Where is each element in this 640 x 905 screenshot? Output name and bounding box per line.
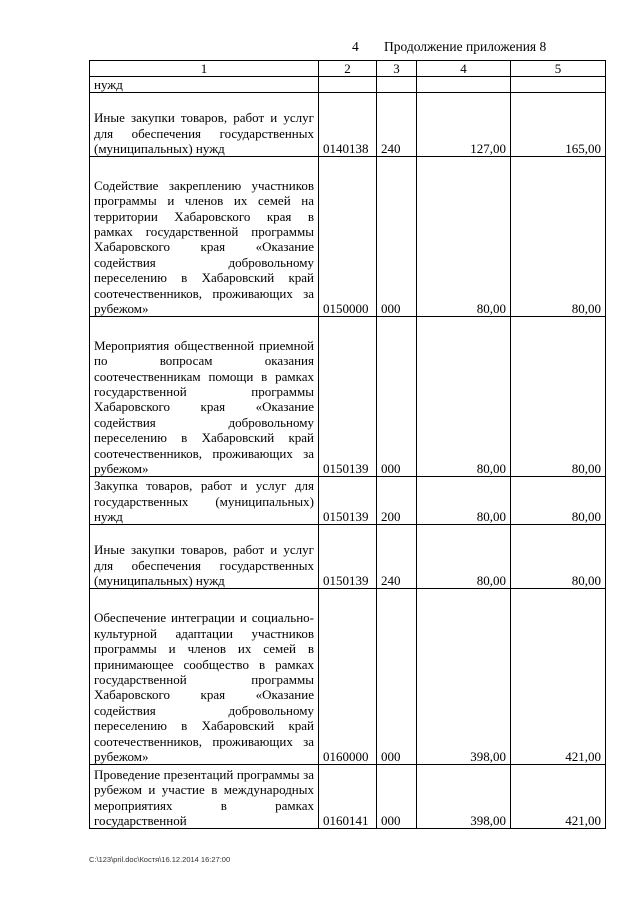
row-type: 240 xyxy=(377,93,417,157)
table-row xyxy=(90,589,606,765)
row-value-5: 421,00 xyxy=(511,589,606,765)
row-name: Иные закупки товаров, работ и услуг для обеспечения государственных (муниципальных) нужд xyxy=(90,93,319,157)
table-row xyxy=(90,765,606,829)
table-row xyxy=(90,157,606,317)
row-code: 0150000 xyxy=(319,157,377,317)
column-header: 1 xyxy=(90,61,319,77)
row-name: Иные закупки товаров, работ и услуг для обеспечения государственных (муниципальных) нужд xyxy=(90,525,319,589)
row-value-5 xyxy=(511,77,606,93)
table-row xyxy=(90,93,606,157)
table-row xyxy=(90,317,606,477)
row-value-4: 80,00 xyxy=(417,157,511,317)
row-name: Проведение презентаций программы за рубежом и участие в международных мероприятиях в рамках государственной xyxy=(90,765,319,829)
row-value-4: 398,00 xyxy=(417,765,511,829)
table-row xyxy=(90,477,606,525)
row-type: 000 xyxy=(377,765,417,829)
row-value-4: 127,00 xyxy=(417,93,511,157)
appendix-continuation-title: Продолжение приложения 8 xyxy=(384,39,547,54)
row-type: 000 xyxy=(377,157,417,317)
row-code: 0140138 xyxy=(319,93,377,157)
column-header: 5 xyxy=(511,61,606,77)
column-header: 2 xyxy=(319,61,377,77)
row-type: 000 xyxy=(377,317,417,477)
row-code: 0150139 xyxy=(319,477,377,525)
row-value-5: 421,00 xyxy=(511,765,606,829)
row-value-4 xyxy=(417,77,511,93)
row-type: 000 xyxy=(377,589,417,765)
row-code: 0160141 xyxy=(319,765,377,829)
page-header xyxy=(0,39,640,57)
row-value-4: 398,00 xyxy=(417,589,511,765)
row-name: Мероприятия общественной приемной по вопросам оказания соотечественникам помощи в рамках государственной программы Хабаровского края «Оказание содействия добровольному переселению в Хабаровский край соотечественников, проживающих за рубежом» xyxy=(90,317,319,477)
row-code: 0150139 xyxy=(319,525,377,589)
column-header: 4 xyxy=(417,61,511,77)
row-type xyxy=(377,77,417,93)
table-row xyxy=(90,525,606,589)
row-value-4: 80,00 xyxy=(417,525,511,589)
row-code xyxy=(319,77,377,93)
row-value-5: 80,00 xyxy=(511,525,606,589)
page-number: 4 xyxy=(352,39,359,54)
table-header-row xyxy=(90,61,606,77)
row-type: 200 xyxy=(377,477,417,525)
row-name: Закупка товаров, работ и услуг для государственных (муниципальных) нужд xyxy=(90,477,319,525)
row-code: 0160000 xyxy=(319,589,377,765)
row-value-4: 80,00 xyxy=(417,317,511,477)
row-name: Обеспечение интеграции и социально-культурной адаптации участников программы и членов их семей в принимающее сообщество в рамках государственной программы Хабаровского края «Оказание содействия добровольному переселению в Хабаровский край соотечественников, проживающих за рубежом» xyxy=(90,589,319,765)
row-value-5: 165,00 xyxy=(511,93,606,157)
row-value-5: 80,00 xyxy=(511,317,606,477)
row-code: 0150139 xyxy=(319,317,377,477)
row-type: 240 xyxy=(377,525,417,589)
budget-table xyxy=(89,60,606,829)
row-value-5: 80,00 xyxy=(511,157,606,317)
row-value-5: 80,00 xyxy=(511,477,606,525)
column-header: 3 xyxy=(377,61,417,77)
row-name: Содействие закреплению участников программы и членов их семей на территории Хабаровского края в рамках государственной программы Хабаровского края «Оказание содействия добровольному переселению в Хабаровский край соотечественников, проживающих за рубежом» xyxy=(90,157,319,317)
document-file-path: C:\123\pril.doc\Костя\16.12.2014 16:27:00 xyxy=(89,855,231,864)
table-row xyxy=(90,77,606,93)
row-name: нужд xyxy=(90,77,319,93)
row-value-4: 80,00 xyxy=(417,477,511,525)
